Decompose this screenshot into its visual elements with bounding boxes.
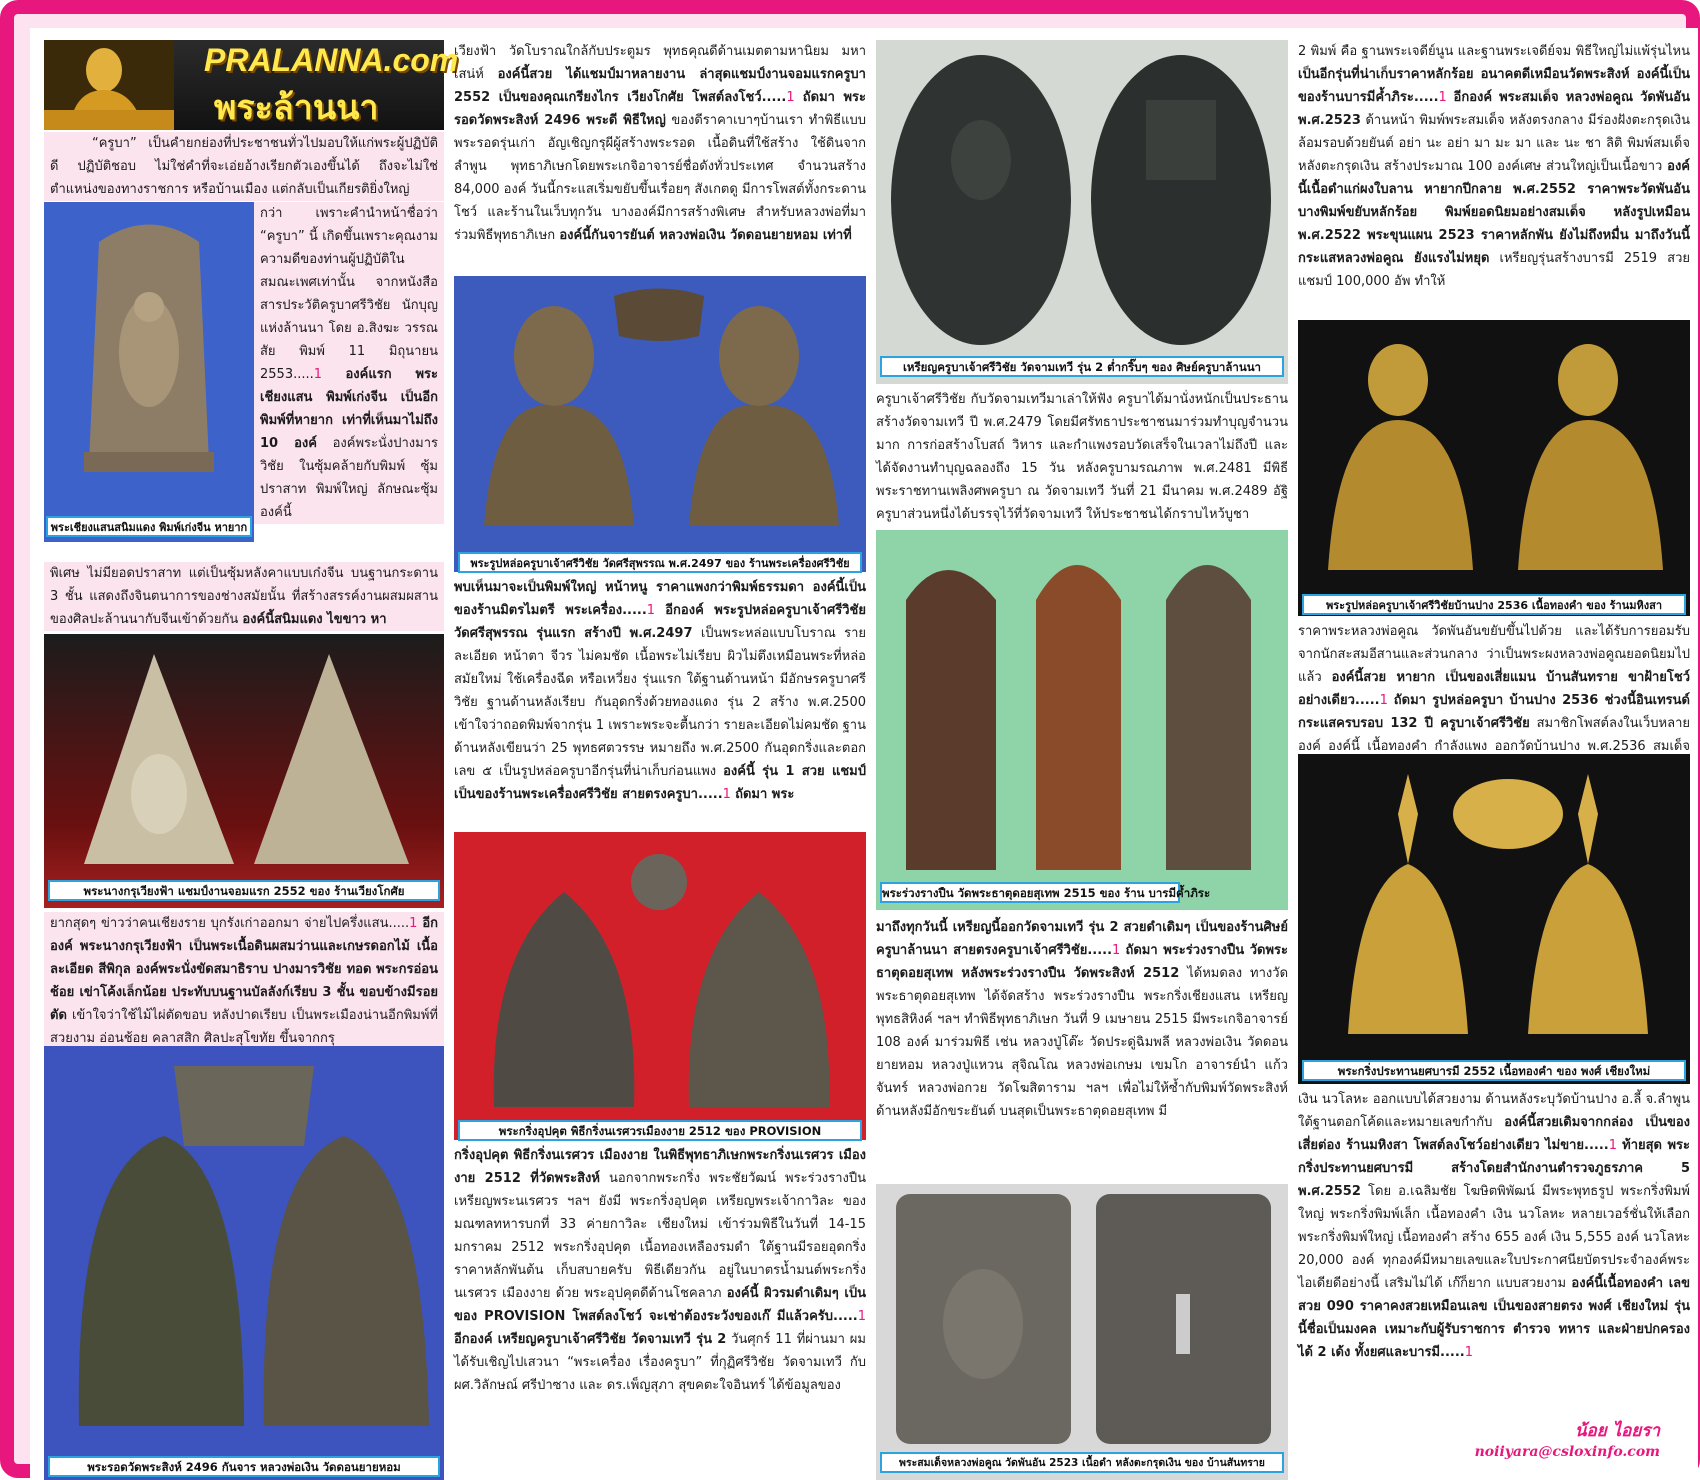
c1-side-text-a: กว่า เพราะคำนำหน้าชื่อว่า “ครูบา” นี้ เกิดขึ้นเพราะคุณงามความดีของท่านผู้ปฏิบัติในสมณะเพศเท่านั้น จากหนังสือสารประวัติครูบาศรีวิชัย นักบุญแห่งล้านนา โดย อ.สิงฆะ วรรณสัย พิมพ์ 11 มิถุนายน 2553.....1 องค์แรก พระเชียงแสน พิมพ์เก่งจีน เป็นอีกพิมพ์ที่หายาก เท่าที่เห็นมาไม่ถึง 10 องค์ องค์พระนั่งปางมารวิชัย ในซุ้มคล้ายกับพิมพ์ ซุ้มปราสาท พิมพ์ใหญ่ ลักษณะซุ้มองค์นี้ bbox=[44, 202, 444, 524]
column-1 bbox=[44, 40, 459, 1474]
amulet-image bbox=[1298, 754, 1690, 1056]
photo-nang-kru-wiang-fa bbox=[44, 634, 444, 908]
c2-text-a: เวียงฟ้า วัดโบราณใกล้กับประตูมร พุทธคุณดีด้านเมตตามหานิยม มหาเสน่ห์ องค์นี้สวย ได้แชมป์มาหลายงาน ล่าสุดแชมป์งานจอมแรกครูบา 2552 เป็นของคุณเกรียงไกร เวียงโกศัย โพสต์ลงโชว์.....1 ถัดมา พระรอดวัดพระสิงห์ 2496 พระดี พิธีใหญ่ ของดีราคาเบาๆบ้านเรา ทำพิธีแบบพระรอดรุ่นเก่า อัญเชิญกรุผีผู้สร้างพระรอด เนื้อดินที่ใช้สร้าง ใช้ดินจากลำพูน พุทธาภิเษกโดยพระเกจิอาจารย์ชื่อดังทั่วประเทศ จำนวนสร้าง 84,000 องค์ วันนี้กระแสเริ่มขยับขึ้นเรื่อยๆ สังเกตดู มีการโพสต์ทั้งกระดานโชว์ และร้านในเว็บทุกวัน บางองค์มีการสร้างพิเศษ สำหรับหลวงพ่อที่มาร่วมพิธีพุทธาภิเษก องค์นี้กันจารยันต์ หลวงพ่อเงิน วัดดอนยายหอม เท่าที่ bbox=[454, 44, 867, 243]
c3-text-b: มาถึงทุกวันนี้ เหรียญนี้ออกวัดจามเทวี รุ่น 2 สวยดำเดิมๆ เป็นของร้านศิษย์ครูบาล้านนา สายตรงครูบาเจ้าศรีวิชัย.....1 ถัดมา พระร่วงรางปืน วัดพระธาตุดอยสุเทพ หลังพระร่วงรางปืน วัดพระสิงห์ 2512 ได้หมดลง ทางวัดพระธาตุดอยสุเทพ ได้จัดสร้าง พระร่วงรางปืน พระกริ่งเชียงแสน เหรียญพุทธสิหิงค์ ฯลฯ ทำพิธีพุทธาภิเษก วันที่ 9 เมษายน 2515 มีพระเกจิอาจารย์ 108 องค์ มาร่วมพิธี เช่น หลวงปู่โต๊ะ วัดประดู่ฉิมพลี หลวงพ่อเงิน วัดดอนยายหอม หลวงปู่แหวน สุจิณโณ หลวงพ่อเกษม เขมโก อาจารย์นำ แก้วจันทร์ หลวงพ่อกวย วัดโฆสิตาราม ฯลฯ เพื่อไม่ให้ซ้ำกับพิมพ์วัดพระสิงห์ ด้านหลังมีอักขระยันต์ บนสุดเป็นพระธาตุดอยสุเทพ มี bbox=[876, 920, 1289, 1119]
column-4 bbox=[1298, 40, 1690, 1468]
caption-c3-1: เหรียญครูบาเจ้าศรีวิชัย วัดจามเทวี รุ่น 2 ต่ำกริ๊บๆ ของ ศิษย์ครูบาล้านนา bbox=[880, 356, 1284, 377]
c2-text-c: กริ่งอุปคุต พิธีกริ่งนเรศวร เมืองงาย ในพิธีพุทธาภิเษกพระกริ่งนเรศวร เมืองงาย 2512 ที่วัดพระสิงห์ นอกจากพระกริ่ง พระชัยวัฒน์ พระร่วงรางปืน เหรียญพระนเรศวร ฯลฯ ยังมี พระกริ่งอุปคุต เหรียญพระเจ้ากาวิละ ของมณฑลทหารบกที่ 33 ค่ายกาวิละ เชียงใหม่ เข้าร่วมพิธีในวันที่ 14-15 มกราคม 2512 พระกริ่งอุปคุต เนื้อทองเหลืองรมดำ ใต้ฐานมีรอยอุดกริ่ง ราคาหลักพันต้น เก็บสบายครับ พิธีเดียวกัน อยู่ในบาตรน้ำมนต์พระกริ่งนเรศวร เมืองงาย ด้วย พระอุปคุตดีด้านโชคลาภ องค์นี้ ผิวรมดำเดิมๆ เป็นของ PROVISION โพสต์ลงโชว์ จะเช่าต้องระวังของเก๊ มีแล้วครับ.....1 อีกองค์ เหรียญครูบาเจ้าศรีวิชัย วัดจามเทวี รุ่น 2 วันศุกร์ 11 ที่ผ่านมา ผมได้รับเชิญไปเสวนา “พระเครื่อง เรื่องครูบา” ที่กุฏิศรีวิชัย วัดจามเทวี กับ ผศ.วิลักษณ์ ศรีป่าซาง และ ดร.เพ็ญสุภา สุขคตะใจอินทร์ ได้ข้อมูลของ bbox=[454, 1148, 866, 1393]
c1-intro-text: “ครูบา” เป็นคำยกย่องที่ประชาชนทั่วไปมอบให้แก่พระผู้ปฏิบัติดี ปฏิบัติชอบ ไม่ใช่คำที่จะเอ่ยอ้างเรียกตัวเองขึ้นได้ ถึงจะไม่ใช่ตำแหน่งของทางราชการ หรือบ้านเมือง แต่กลับเป็นเกียรติยิ่งใหญ่ bbox=[44, 132, 444, 201]
amulet-image bbox=[44, 202, 254, 512]
amulet-image bbox=[1298, 320, 1690, 588]
c1-text-b: พิเศษ ไม่มียอดปราสาท แต่เป็นซุ้มหลังคาแบบเก๋งจีน บนฐานกระดาน 3 ชั้น แสดงถึงจินตนาการของช่างสมัยนั้น ที่สร้างสรรค์งานผสมผสานของศิลปะล้านนากับจีนเข้าด้วยกัน องค์นี้สนิมแดง ไขขาว หา bbox=[44, 562, 444, 632]
c1-section-1 bbox=[44, 202, 444, 562]
amulet-image bbox=[876, 1184, 1288, 1452]
caption-c3-3: พระสมเด็จหลวงพ่อคูณ วัดพันอัน 2523 เนื้อดำ หลังตะกรุดเงิน ของ บ้านสันทราย bbox=[880, 1452, 1284, 1473]
caption-c2-1: พระรูปหล่อครูบาเจ้าศรีวิชัย วัดศรีสุพรรณ พ.ศ.2497 ของ ร้านพระเครื่องศรีวิชัย bbox=[458, 552, 862, 573]
author-email[interactable]: noiiyara@csloxinfo.com bbox=[1474, 1444, 1660, 1460]
photo-chiang-saen-amulet bbox=[44, 202, 254, 542]
caption-c1-2: พระนางกรุเวียงฟ้า แชมป์งานจอมแรก 2552 ของ ร้านเวียงโกศัย bbox=[48, 880, 440, 901]
column-2 bbox=[454, 40, 866, 1468]
c1-text-c: ยากสุดๆ ข่าวว่าคนเชียงราย บุกรังเก่าออกมา จ่ายไปครึ่งแสน.....1 อีกองค์ พระนางกรุเวียงฟ้า เป็นพระเนื้อดินผสมว่านและเกษรดอกไม้ เนื้อละเอียด สีพิกุล องค์พระนั่งขัดสมาธิราบ ปางมารวิชัย ทอด พระกรอ่อนช้อย เข่าโค้งเล็กน้อย ประทับบนฐานบัลลังก์เรียบ 3 ชั้น ขอบข้างมีรอยตัด เข้าใจว่าใช้ไม้ไผ่ตัดขอบ หลังปาดเรียบ เป็นพระเมืองน่านอีกพิมพ์ที่สวยงาม อ่อนช้อย คลาสสิก ศิลปะสุโขทัย ขึ้นจากกรุ bbox=[44, 912, 444, 1042]
masthead-url: PRALANNA.com bbox=[204, 42, 459, 78]
c1-intro bbox=[44, 132, 444, 196]
masthead-title: พระล้านนา bbox=[214, 88, 379, 128]
author-name: น้อย ไอยรา bbox=[1574, 1421, 1660, 1441]
caption-c4-1: พระรูปหล่อครูบาเจ้าศรีวิชัยบ้านปาง 2536 เนื้อทองคำ ของ ร้านมหิงสา bbox=[1302, 594, 1686, 615]
photo-phra-somdej-luang-por-koon bbox=[876, 1184, 1288, 1480]
c2-text-b: พบเห็นมาจะเป็นพิมพ์ใหญ่ หน้าหนู ราคาแพงกว่าพิมพ์ธรรมดา องค์นี้เป็นของร้านมิตรไมตรี พระเครื่อง.....1 อีกองค์ พระรูปหล่อครูบาเจ้าศรีวิชัย วัดศรีสุพรรณ รุ่นแรก สร้างปี พ.ศ.2497 เป็นพระหล่อแบบโบราณ รายละเอียด หน้าตา จีวร ไม่คมชัด เนื้อพระไม่เรียบ ผิวไม่ตึงเหมือนพระที่หล่อสมัยใหม่ ใช้เครื่องฉีด หรือเหวี่ยง รุ่นแรก ใต้ฐานด้านหน้า มีอักษรครูบาศรีวิชัย ฐานด้านหลังเรียบ กันอุดกริ่งด้วยทองแดง รุ่น 2 สร้าง พ.ศ.2500 เข้าใจว่าถอดพิมพ์จากรุ่น 1 เพราะพระจะตื้นกว่า รายละเอียดไม่คมชัด ฐานด้านหลังเขียนว่า 25 พุทธศตวรรษ หมายถึง พ.ศ.2500 กันอุดกริ่งและตอกเลข ๕ เป็นรูปหล่อครูบาอีกรุ่นที่น่าเก็บก่อนแพง องค์นี้ รุ่น 1 สวย แชมป์ เป็นของร้านพระเครื่องศรีวิชัย สายตรงครูบา.....1 ถัดมา พระ bbox=[454, 580, 866, 802]
author-signature bbox=[1475, 1417, 1660, 1460]
photo-kruba-coin-wat-chamadevi bbox=[876, 40, 1288, 384]
amulet-image bbox=[454, 276, 866, 544]
photo-phra-rod-wat-phra-singh bbox=[44, 1046, 444, 1480]
photo-kring-pratan-yot-baramee bbox=[1298, 754, 1690, 1084]
photo-phra-ruang-rang-puen bbox=[876, 530, 1288, 910]
photo-kruba-statue-ban-pang bbox=[1298, 320, 1690, 616]
amulet-image bbox=[454, 832, 866, 1114]
amulet-image bbox=[44, 1046, 444, 1446]
coin-image bbox=[876, 40, 1288, 356]
masthead-logo bbox=[44, 40, 459, 130]
c4-text-a: 2 พิมพ์ คือ ฐานพระเจดีย์นูน และฐานพระเจดีย์จม พิธีใหญ่ไม่แพ้รุ่นไหน เป็นอีกรุ่นที่น่าเก็บราคาหลักร้อย อนาคตดีเหมือนวัดพระสิงห์ องค์นี้เป็นของร้านบารมีค้ำภิระ.....1 อีกองค์ พระสมเด็จ หลวงพ่อคูณ วัดพันอัน พ.ศ.2523 ด้านหน้า พิมพ์พระสมเด็จ หลังตรงกลาง มีร่องฝังตะกรุดเงิน ล้อมรอบด้วยยันต์ อย่า นะ อย่า มา มะ มา และ นะ ชา ลิติ พิมพ์สมเด็จ หลังตะกรุดเงิน สร้างประมาณ 100 องค์เศษ ส่วนใหญ่เป็นเนื้อขาว องค์นี้เนื้อดำแก่ผงใบลาน หายากปีกลาย พ.ศ.2552 ราคาพระวัดพันอัน บางพิมพ์ขยับหลักร้อย พิมพ์ยอดนิยมอย่างสมเด็จ หลังรูปเหมือน พ.ศ.2522 พระขุนแผน 2523 ราคาหลักพัน ยังไม่ถึงหมื่น มาถึงวันนี้ กระแสหลวงพ่อคูณ ยังแรงไม่หยุด เหรียญรุ่นสร้างบารมี 2519 สวยแชมป์ 100,000 อัพ ทำให้ bbox=[1298, 44, 1691, 289]
caption-c1-3: พระรอดวัดพระสิงห์ 2496 กันจาร หลวงพ่อเงิน วัดดอนยายหอม bbox=[48, 1456, 440, 1477]
amulet-image bbox=[44, 634, 444, 874]
photo-kring-upakut bbox=[454, 832, 866, 1140]
c4-text-b: ราคาพระหลวงพ่อคูณ วัดพันอันขยับขึ้นไปด้วย และได้รับการยอมรับจากนักสะสมอีสานและส่วนกลาง ว่าเป็นพระผงหลวงพ่อคูณยอดนิยมไปแล้ว องค์นี้สวย หายาก เป็นของเสี่ยแมน บ้านสันทราย ขาฝ้ายโชว์อย่างเดียว.....1 ถัดมา รูปหล่อครูบา บ้านปาง 2536 ช่วงนี้อินเทรนด์ กระแสครบรอบ 132 ปี ครูบาเจ้าศรีวิชัย สมาชิกโพสต์ลงในเว็บหลายองค์ องค์นี้ เนื้อทองคำ กำลังแพง ออกวัดบ้านปาง พ.ศ.2536 สมเด็จ bbox=[1298, 624, 1690, 754]
amulet-image bbox=[876, 530, 1288, 882]
caption-c3-2: พระร่วงรางปืน วัดพระธาตุดอยสุเทพ 2515 ของ ร้าน บารมีค้ำภิระ bbox=[880, 882, 1180, 903]
photo-kruba-statue-wat-sri-suphan bbox=[454, 276, 866, 572]
caption-c1-1: พระเชียงแสนสนิมแดง พิมพ์เก่งจีน หายาก bbox=[46, 516, 252, 537]
c3-text-a: ครูบาเจ้าศรีวิชัย กับวัดจามเทวีมาเล่าให้ฟัง ครูบาได้มานั่งหนักเป็นประธานสร้างวัดจามเทวี ปี พ.ศ.2479 โดยมีศรัทธาประชาชนมาร่วมทำบุญจำนวนมาก การก่อสร้างโบสถ์ วิหาร และกำแพงรอบวัดเสร็จในเวลาไม่ถึงปี และได้จัดงานทำบุญฉลองถึง 15 วัน หลังครูบามรณภาพ พ.ศ.2481 มีพิธีพระราชทานเพลิงศพครูบา ณ วัดจามเทวี วันที่ 21 มีนาคม พ.ศ.2489 อัฐิครูบาส่วนหนึ่งได้บรรจุไว้ที่วัดจามเทวี ให้ประชาชนได้กราบไหว้บูชา bbox=[876, 392, 1288, 522]
monk-statue-icon bbox=[44, 40, 174, 130]
column-3 bbox=[876, 40, 1288, 1468]
caption-c2-2: พระกริ่งอุปคุต พิธีกริ่งนเรศวรเมืองงาย 2512 ของ PROVISION bbox=[458, 1120, 862, 1141]
article-page bbox=[30, 28, 1698, 1478]
caption-c4-2: พระกริ่งประทานยศบารมี 2552 เนื้อทองคำ ของ พงศ์ เชียงใหม่ bbox=[1302, 1060, 1686, 1081]
c4-text-c: เงิน นวโลหะ ออกแบบได้สวยงาม ด้านหลังระบุวัดบ้านปาง อ.ลี้ จ.ลำพูน ใต้ฐานตอกโค้ดและหมายเลขกำกับ องค์นี้สวยเดิมจากกล่อง เป็นของเสี่ยต่อง ร้านมหิงสา โพสต์ลงโชว์อย่างเดียว ไม่ขาย.....1 ท้ายสุด พระกริ่งประทานยศบารมี สร้างโดยสำนักงานตำรวจภูธรภาค 5 พ.ศ.2552 โดย อ.เฉลิมชัย โฆษิตพิพัฒน์ มีพระพุทธรูป พระกริ่งพิมพ์ใหญ่ พระกริ่งพิมพ์เล็ก เนื้อทองคำ เงิน นวโลหะ หลายเวอร์ชั่นให้เลือก พระกริ่งพิมพ์ใหญ่ เนื้อทองคำ สร้าง 655 องค์ เงิน 5,555 องค์ นวโลหะ 20,000 องค์ ทุกองค์มีหมายเลขและใบประกาศนียบัตรประจำองค์พระ ไอเดียดีอย่างนี้ เสริมไม่ได้ เก๊ก็ยาก แบบสวยงาม องค์นี้เนื้อทองคำ เลขสวย 090 ราคาคงสวยเหมือนเลข เป็นของสายตรง พงศ์ เชียงใหม่ รุ่นนี้ชื่อเป็นมงคล เหมาะกับผู้รับราชการ ตำรวจ ทหาร และฝ่ายปกครอง ได้ 2 เด้ง ทั้งยศและบารมี.....1 bbox=[1298, 1092, 1691, 1360]
